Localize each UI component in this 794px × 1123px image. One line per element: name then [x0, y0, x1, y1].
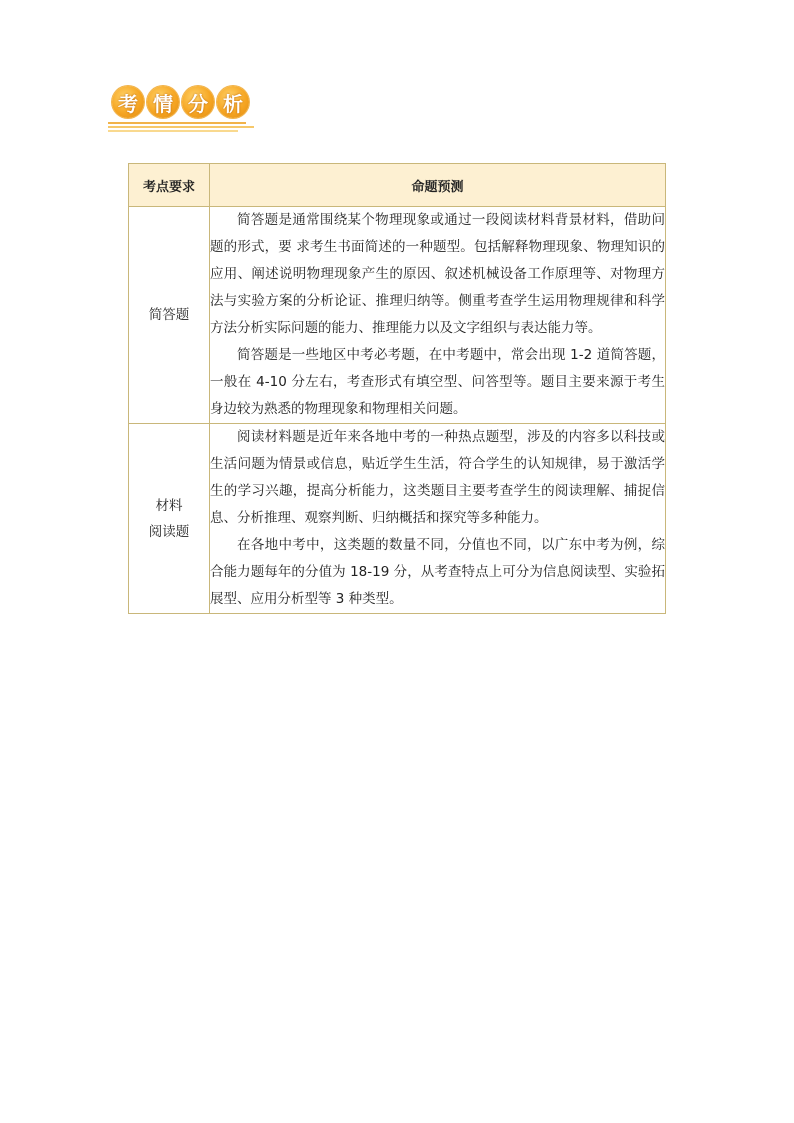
- table-row: [129, 424, 666, 614]
- section-logo: [108, 84, 254, 132]
- table-header-row: [129, 164, 666, 207]
- logo-underline: [108, 130, 238, 132]
- category-label: 阅读题: [148, 523, 190, 540]
- row-description: [210, 207, 666, 424]
- description-paragraph: 阅读材料题是近年来各地中考的一种热点题型，涉及的内容多以科技或生活问题为情景或信息，贴近学生生活，符合学生的认知规律，易于激活学生的学习兴趣，提高分析能力，这类题目主要考查学生的阅读理解、捕捉信息、分析推理、观察判断、归纳概括和探究等多种能力。: [210, 429, 665, 526]
- logo-underline: [108, 122, 246, 124]
- description-paragraph: 简答题是一些地区中考必考题，在中考题中，常会出现 1-2 道简答题，一般在 4-10 分左右，考查形式有填空型、问答型等。题目主要来源于考生身边较为熟悉的物理现象和物理相关问题。: [210, 347, 665, 417]
- description-paragraph: 简答题是通常围绕某个物理现象或通过一段阅读材料背景材料，借助问题的形式，要 求考生书面简述的一种题型。包括解释物理现象、物理知识的应用、阐述说明物理现象产生的原因、叙述机械设备工作原理等、对物理方法与实验方案的分析论证、推理归纳等。侧重考查学生运用物理规律和科学方法分析实际问题的能力、推理能力以及文字组织与表达能力等。: [210, 212, 665, 336]
- logo-char: 分: [182, 86, 214, 118]
- header-requirement: 考点要求: [129, 164, 210, 207]
- category-label: 简答题: [148, 307, 190, 323]
- row-description: [210, 424, 666, 614]
- table-row: [129, 207, 666, 424]
- header-prediction: 命题预测: [210, 164, 666, 207]
- row-category: [129, 207, 210, 424]
- logo-char: 考: [112, 86, 144, 118]
- description-paragraph: 在各地中考中，这类题的数量不同，分值也不同，以广东中考为例，综合能力题每年的分值为 18-19 分，从考查特点上可分为信息阅读型、实验拓展型、应用分析型等 3 种类型。: [210, 537, 665, 607]
- logo-badges: [112, 86, 249, 118]
- category-label: 材料: [155, 497, 183, 514]
- row-category: [129, 424, 210, 614]
- logo-char: 情: [147, 86, 179, 118]
- logo-char: 析: [217, 86, 249, 118]
- logo-underline: [108, 126, 254, 128]
- exam-analysis-table: [128, 163, 666, 614]
